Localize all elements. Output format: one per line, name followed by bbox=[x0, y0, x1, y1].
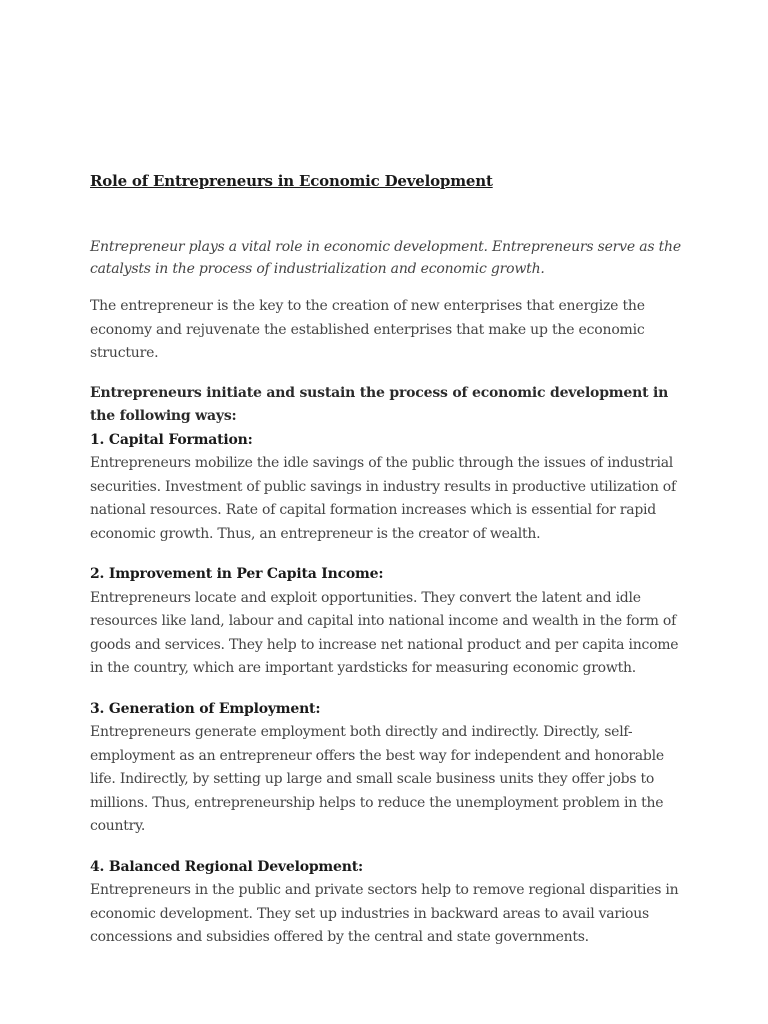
intro-paragraph: Entrepreneur plays a vital role in economic development. Entrepreneurs serve as the catalysts in the process of industrialization and economic growth. bbox=[90, 239, 681, 277]
section-capital-formation bbox=[90, 429, 690, 547]
section-generation-of-employment bbox=[90, 698, 690, 839]
section-body: Entrepreneurs mobilize the idle savings of the public through the issues of industrial securities. Investment of public savings in industry results in productive utilization of national resources. Rate of capital formation increases which is essential for rapid economic growth. Thus, an entrepreneur is the creator of wealth. bbox=[90, 455, 676, 542]
document-page bbox=[90, 170, 690, 967]
ways-heading: Entrepreneurs initiate and sustain the process of economic development in the following ways: bbox=[90, 384, 669, 424]
section-heading: 1. Capital Formation: bbox=[90, 431, 253, 448]
section-heading: 2. Improvement in Per Capita Income: bbox=[90, 566, 384, 582]
section-heading: 4. Balanced Regional Development: bbox=[90, 858, 363, 875]
body-paragraph: The entrepreneur is the key to the creation of new enterprises that energize the economy and rejuvenate the established enterprises that make up the economic structure. bbox=[90, 298, 645, 361]
section-per-capita-income bbox=[90, 563, 690, 681]
section-body: Entrepreneurs generate employment both directly and indirectly. Directly, self-employment as an entrepreneur offers the best way for independent and honorable life. Indirectly, by setting up large and small scale business units they offer jobs to millions. Thus, entrepreneurship helps to reduce the unemployment problem in the country. bbox=[90, 724, 664, 834]
document-title: Role of Entrepreneurs in Economic Development bbox=[90, 172, 493, 190]
section-balanced-regional-development bbox=[90, 856, 690, 950]
section-heading: 3. Generation of Employment: bbox=[90, 700, 321, 717]
section-body: Entrepreneurs locate and exploit opportunities. They convert the latent and idle resources like land, labour and capital into national income and wealth in the form of goods and services. They help to increase net national product and per capita income in the country, which are important yardsticks for measuring economic growth. bbox=[90, 589, 679, 676]
section-body: Entrepreneurs in the public and private sectors help to remove regional disparities in economic development. They set up industries in backward areas to avail various concessions and subsidies offered by the central and state governments. bbox=[90, 882, 679, 945]
